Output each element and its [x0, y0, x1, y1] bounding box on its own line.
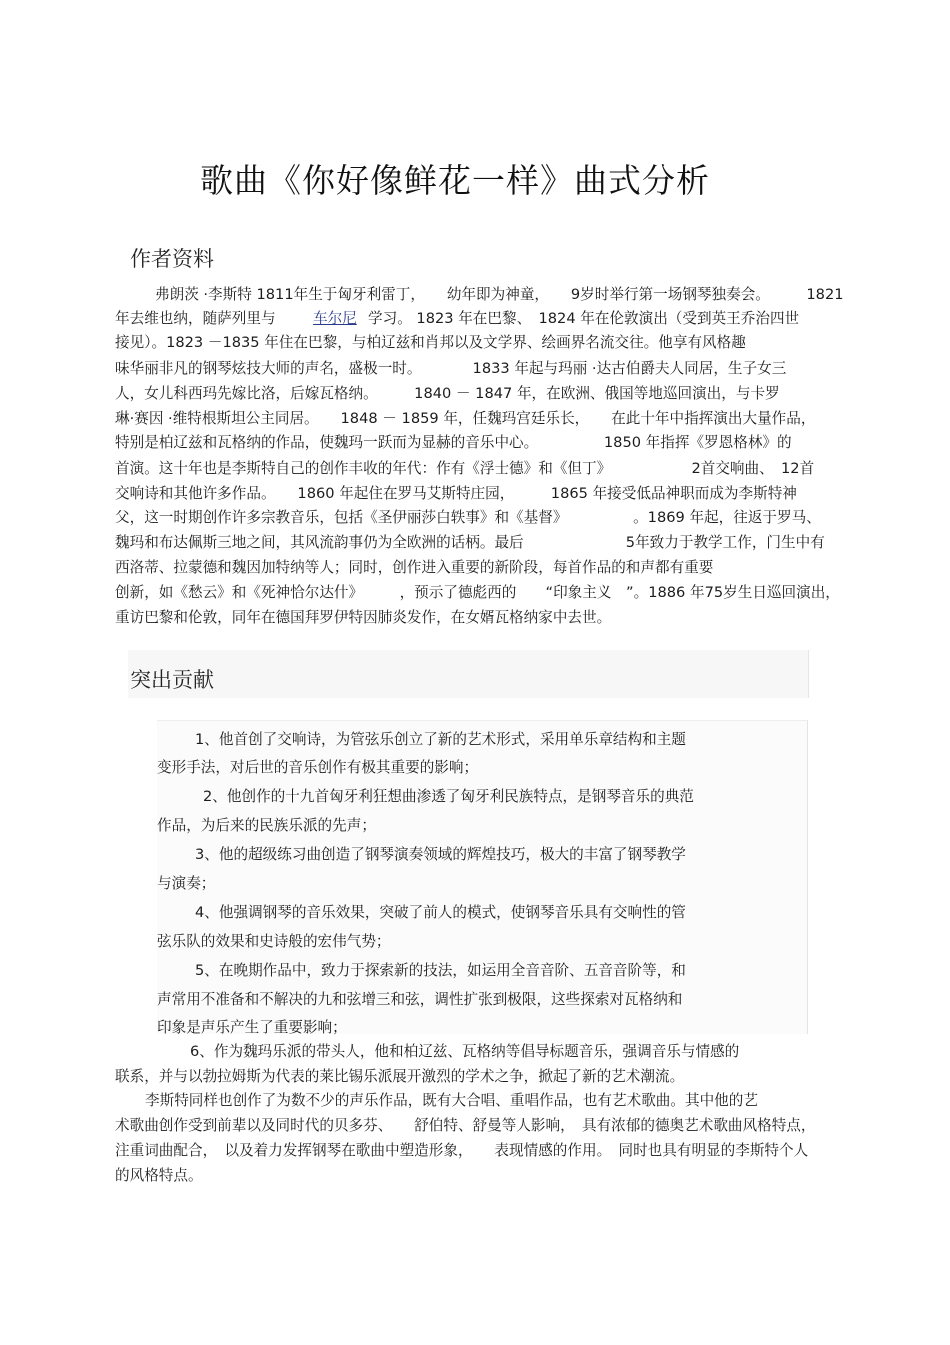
contribution-6b: 联系，并与以勃拉姆斯为代表的莱比锡乐派展开激烈的学术之争，掀起了新的艺术潮流。 [115, 1068, 685, 1085]
author-line-1: 弗朗茨 ·李斯特 1811年生于匈牙利雷丁， 幼年即为神童， 9岁时举行第一场钢琴独奏会。 1821 [155, 286, 844, 303]
author-line-5: 人，女儿科西玛先嫁比洛，后嫁瓦格纳。 1840 － 1847 年，在欧洲、俄国等地巡回演出，与卡罗 [115, 385, 780, 402]
contribution-2a: 2、他创作的十九首匈牙利狂想曲渗透了匈牙利民族特点，是钢琴音乐的典范 [203, 788, 694, 805]
contributions-header-panel [128, 650, 809, 698]
contribution-4b: 弦乐队的效果和史诗般的宏伟气势； [157, 933, 391, 950]
czerny-link[interactable]: 车尔尼 [313, 310, 357, 327]
vocal-works-line-4: 的风格特点。 [115, 1167, 203, 1184]
author-line-12: 西洛蒂、拉蒙德和魏因加特纳等人；同时，创作进入重要的新阶段，每首作品的和声都有重要 [115, 559, 714, 576]
contribution-1a: 1、他首创了交响诗，为管弦乐创立了新的艺术形式，采用单乐章结构和主题 [195, 731, 686, 748]
contribution-1b: 变形手法，对后世的音乐创作有极其重要的影响； [157, 759, 479, 776]
author-line-3: 接见）。1823 －1835 年住在巴黎，与柏辽兹和肖邦以及文学界、绘画界名流交往。他享有风格趣 [115, 334, 746, 351]
author-line-2a: 年去维也纳，随萨列里与 [115, 310, 276, 327]
author-line-9: 交响诗和其他许多作品。 1860 年起住在罗马艾斯特庄园， 1865 年接受低品神职而成为李斯特神 [115, 485, 797, 502]
contribution-4a: 4、他强调钢琴的音乐效果，突破了前人的模式，使钢琴音乐具有交响性的管 [195, 904, 686, 921]
contribution-5c: 印象是声乐产生了重要影响； [157, 1019, 347, 1036]
contribution-5b: 声常用不准备和不解决的九和弦增三和弦，调性扩张到极限，这些探索对瓦格纳和 [157, 991, 683, 1008]
contribution-5a: 5、在晚期作品中，致力于探索新的技法，如运用全音音阶、五音音阶等，和 [195, 962, 686, 979]
author-line-4: 味华丽非凡的钢琴炫技大师的声名，盛极一时。 1833 年起与玛丽 ·达古伯爵夫人同居，生子女三 [115, 360, 787, 377]
vocal-works-line-1: 李斯特同样也创作了为数不少的声乐作品，既有大合唱、重唱作品，也有艺术歌曲。其中他的艺 [145, 1092, 758, 1109]
contribution-2b: 作品，为后来的民族乐派的先声； [157, 817, 376, 834]
author-line-2b: 学习。 1823 年在巴黎、 1824 年在伦敦演出（受到英王乔治四世 [368, 310, 800, 327]
contribution-3a: 3、他的超级练习曲创造了钢琴演奏领域的辉煌技巧，极大的丰富了钢琴教学 [195, 846, 686, 863]
contribution-6a: 6、作为魏玛乐派的带头人，他和柏辽兹、瓦格纳等倡导标题音乐，强调音乐与情感的 [190, 1043, 740, 1060]
author-line-7: 特别是柏辽兹和瓦格纳的作品，使魏玛一跃而为显赫的音乐中心。 1850 年指挥《罗恩格林》的 [115, 434, 792, 451]
author-line-13: 创新，如《愁云》和《死神恰尔达什》 ，预示了德彪西的 “印象主义 ”。1886 年75岁生日巡回演出， [115, 584, 840, 601]
author-line-10: 父，这一时期创作许多宗教音乐，包括《圣伊丽莎白轶事》和《基督》 。1869 年起，往返于罗马、 [115, 509, 821, 526]
author-line-11: 魏玛和布达佩斯三地之间，其风流韵事仍为全欧洲的话柄。最后 5年致力于教学工作，门生中有 [115, 534, 825, 551]
author-line-8: 首演。这十年也是李斯特自己的创作丰收的年代：作有《浮士德》和《但丁》 2首交响曲、 12首 [115, 460, 815, 477]
section-heading-author: 作者资料 [130, 247, 214, 271]
vocal-works-line-3: 注重词曲配合， 以及着力发挥钢琴在歌曲中塑造形象， 表现情感的作用。 同时也具有明显的李斯特个人 [115, 1142, 809, 1159]
vocal-works-line-2: 术歌曲创作受到前辈以及同时代的贝多芬、 舒伯特、舒曼等人影响， 具有浓郁的德奥艺术歌曲风格特点， [115, 1117, 816, 1134]
author-line-6: 琳·赛因 ·维特根斯坦公主同居。 1848 － 1859 年，任魏玛宫廷乐长， 在此十年中指挥演出大量作品， [115, 410, 816, 427]
contribution-3b: 与演奏； [157, 875, 216, 892]
author-line-14: 重访巴黎和伦敦，同年在德国拜罗伊特因肺炎发作，在女婿瓦格纳家中去世。 [115, 609, 612, 626]
section-heading-contributions: 突出贡献 [130, 668, 214, 692]
page-title: 歌曲《你好像鲜花一样》曲式分析 [200, 161, 710, 200]
